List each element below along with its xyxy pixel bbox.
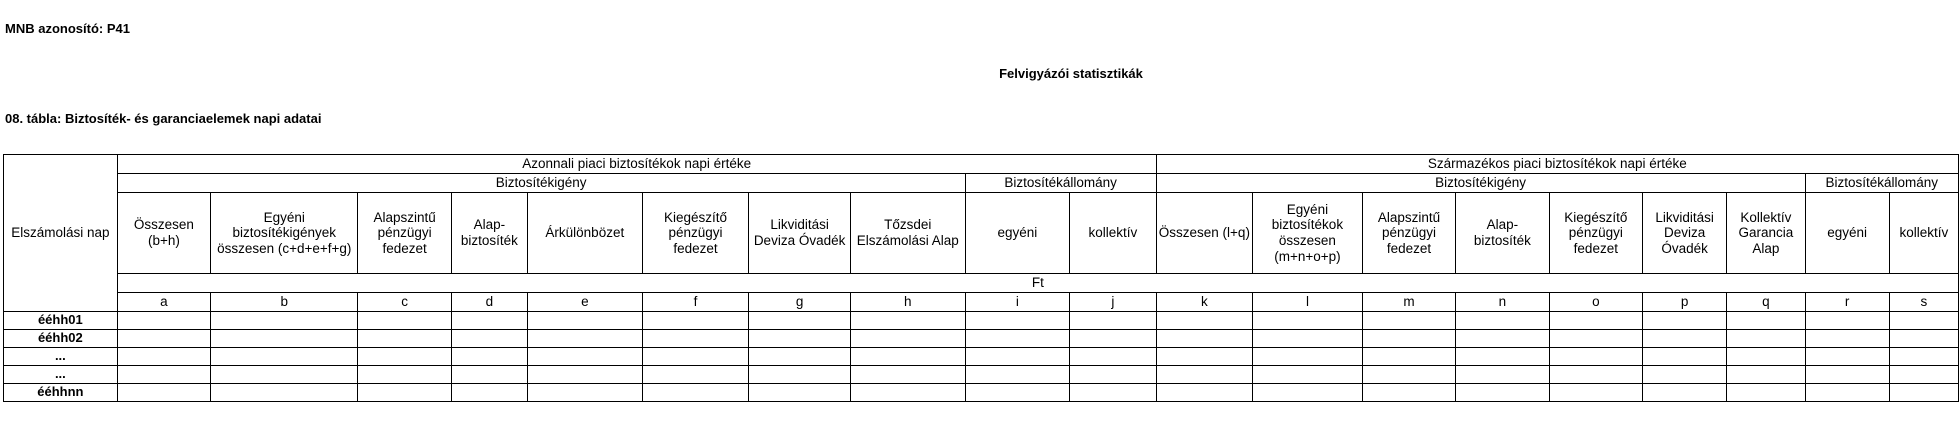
table-row bbox=[4, 366, 1959, 384]
data-cell-a[interactable] bbox=[117, 366, 210, 384]
data-cell-k[interactable] bbox=[1156, 348, 1252, 366]
data-cell-e[interactable] bbox=[527, 384, 642, 402]
column-header-b: Egyéni biztosítékigények összesen (c+d+e+f+g) bbox=[211, 193, 358, 274]
data-cell-f[interactable] bbox=[642, 330, 749, 348]
derivative-holdings-header: Biztosítékállomány bbox=[1805, 174, 1959, 193]
data-cell-o[interactable] bbox=[1549, 330, 1642, 348]
data-cell-j[interactable] bbox=[1070, 366, 1156, 384]
page-title: Felvigyázói statisztikák bbox=[999, 66, 1143, 81]
data-cell-m[interactable] bbox=[1362, 366, 1455, 384]
data-cell-b[interactable] bbox=[211, 330, 358, 348]
data-cell-o[interactable] bbox=[1549, 384, 1642, 402]
data-cell-p[interactable] bbox=[1643, 384, 1727, 402]
data-cell-p[interactable] bbox=[1643, 330, 1727, 348]
column-header-n: Alap-biztosíték bbox=[1456, 193, 1549, 274]
column-letter-h: h bbox=[850, 293, 965, 312]
row-date-label: ... bbox=[4, 348, 118, 366]
spot-collateral-group-header: Azonnali piaci biztosítékok napi értéke bbox=[117, 155, 1156, 174]
column-header-r: egyéni bbox=[1805, 193, 1889, 274]
data-cell-r[interactable] bbox=[1805, 348, 1889, 366]
data-cell-q[interactable] bbox=[1727, 330, 1805, 348]
data-cell-i[interactable] bbox=[965, 384, 1070, 402]
data-cell-o[interactable] bbox=[1549, 366, 1642, 384]
collateral-table-container bbox=[3, 154, 1959, 402]
data-cell-j[interactable] bbox=[1070, 348, 1156, 366]
spot-holdings-header: Biztosítékállomány bbox=[965, 174, 1156, 193]
data-cell-o[interactable] bbox=[1549, 312, 1642, 330]
data-cell-a[interactable] bbox=[117, 348, 210, 366]
row-date-label: ééhh02 bbox=[4, 330, 118, 348]
data-cell-h[interactable] bbox=[850, 366, 965, 384]
data-cell-n[interactable] bbox=[1456, 330, 1549, 348]
data-cell-f[interactable] bbox=[642, 348, 749, 366]
data-cell-r[interactable] bbox=[1805, 312, 1889, 330]
data-cell-n[interactable] bbox=[1456, 348, 1549, 366]
data-cell-k[interactable] bbox=[1156, 330, 1252, 348]
data-cell-c[interactable] bbox=[358, 384, 451, 402]
data-cell-e[interactable] bbox=[527, 330, 642, 348]
data-cell-k[interactable] bbox=[1156, 312, 1252, 330]
column-header-d: Alap-biztosíték bbox=[451, 193, 527, 274]
data-cell-l[interactable] bbox=[1253, 312, 1363, 330]
data-cell-f[interactable] bbox=[642, 366, 749, 384]
data-cell-d[interactable] bbox=[451, 330, 527, 348]
column-header-a: Összesen (b+h) bbox=[117, 193, 210, 274]
data-cell-c[interactable] bbox=[358, 312, 451, 330]
column-letter-d: d bbox=[451, 293, 527, 312]
column-header-f: Kiegészítő pénzügyi fedezet bbox=[642, 193, 749, 274]
data-cell-e[interactable] bbox=[527, 366, 642, 384]
data-cell-m[interactable] bbox=[1362, 384, 1455, 402]
data-cell-l[interactable] bbox=[1253, 330, 1363, 348]
column-letter-e: e bbox=[527, 293, 642, 312]
column-header-q: Kollektív Garancia Alap bbox=[1727, 193, 1805, 274]
data-cell-q[interactable] bbox=[1727, 366, 1805, 384]
data-cell-h[interactable] bbox=[850, 312, 965, 330]
column-letter-r: r bbox=[1805, 293, 1889, 312]
data-cell-n[interactable] bbox=[1456, 384, 1549, 402]
data-cell-b[interactable] bbox=[211, 384, 358, 402]
column-header-p: Likviditási Deviza Óvadék bbox=[1643, 193, 1727, 274]
data-cell-n[interactable] bbox=[1456, 312, 1549, 330]
data-cell-k[interactable] bbox=[1156, 366, 1252, 384]
column-letter-i: i bbox=[965, 293, 1070, 312]
data-cell-i[interactable] bbox=[965, 330, 1070, 348]
column-header-s: kollektív bbox=[1889, 193, 1958, 274]
derivative-collateral-group-header: Származékos piaci biztosítékok napi értéke bbox=[1156, 155, 1958, 174]
data-cell-o[interactable] bbox=[1549, 348, 1642, 366]
data-cell-b[interactable] bbox=[211, 366, 358, 384]
column-letter-o: o bbox=[1549, 293, 1642, 312]
data-cell-q[interactable] bbox=[1727, 312, 1805, 330]
data-cell-g[interactable] bbox=[749, 312, 851, 330]
column-letter-a: a bbox=[117, 293, 210, 312]
column-letter-g: g bbox=[749, 293, 851, 312]
data-cell-p[interactable] bbox=[1643, 312, 1727, 330]
derivative-requirement-header: Biztosítékigény bbox=[1156, 174, 1805, 193]
data-cell-r[interactable] bbox=[1805, 330, 1889, 348]
data-cell-g[interactable] bbox=[749, 366, 851, 384]
column-header-m: Alapszintű pénzügyi fedezet bbox=[1362, 193, 1455, 274]
unit-header: Ft bbox=[117, 274, 1958, 293]
data-cell-b[interactable] bbox=[211, 312, 358, 330]
row-date-label: ééhhnn bbox=[4, 384, 118, 402]
data-cell-d[interactable] bbox=[451, 348, 527, 366]
column-letter-p: p bbox=[1643, 293, 1727, 312]
mnb-identifier: MNB azonosító: P41 bbox=[5, 21, 130, 36]
data-cell-e[interactable] bbox=[527, 348, 642, 366]
data-cell-q[interactable] bbox=[1727, 384, 1805, 402]
table-row bbox=[4, 312, 1959, 330]
column-header-j: kollektív bbox=[1070, 193, 1156, 274]
column-header-e: Árkülönbözet bbox=[527, 193, 642, 274]
column-letter-j: j bbox=[1070, 293, 1156, 312]
column-letter-q: q bbox=[1727, 293, 1805, 312]
data-cell-j[interactable] bbox=[1070, 330, 1156, 348]
data-cell-g[interactable] bbox=[749, 348, 851, 366]
data-cell-d[interactable] bbox=[451, 384, 527, 402]
data-cell-n[interactable] bbox=[1456, 366, 1549, 384]
column-header-k: Összesen (l+q) bbox=[1156, 193, 1252, 274]
data-cell-s[interactable] bbox=[1889, 330, 1958, 348]
row-date-label: ééhh01 bbox=[4, 312, 118, 330]
data-cell-s[interactable] bbox=[1889, 366, 1958, 384]
data-cell-r[interactable] bbox=[1805, 384, 1889, 402]
data-cell-i[interactable] bbox=[965, 348, 1070, 366]
data-cell-a[interactable] bbox=[117, 330, 210, 348]
data-cell-c[interactable] bbox=[358, 330, 451, 348]
column-letter-l: l bbox=[1253, 293, 1363, 312]
data-cell-s[interactable] bbox=[1889, 348, 1958, 366]
data-cell-b[interactable] bbox=[211, 348, 358, 366]
column-letter-k: k bbox=[1156, 293, 1252, 312]
data-cell-i[interactable] bbox=[965, 366, 1070, 384]
data-cell-h[interactable] bbox=[850, 330, 965, 348]
settlement-day-header: Elszámolási nap bbox=[4, 155, 118, 312]
data-cell-l[interactable] bbox=[1253, 348, 1363, 366]
data-cell-p[interactable] bbox=[1643, 366, 1727, 384]
collateral-table bbox=[3, 154, 1959, 402]
data-cell-q[interactable] bbox=[1727, 348, 1805, 366]
column-header-i: egyéni bbox=[965, 193, 1070, 274]
column-header-c: Alapszintű pénzügyi fedezet bbox=[358, 193, 451, 274]
column-letter-n: n bbox=[1456, 293, 1549, 312]
column-letter-b: b bbox=[211, 293, 358, 312]
data-cell-m[interactable] bbox=[1362, 330, 1455, 348]
data-cell-e[interactable] bbox=[527, 312, 642, 330]
column-header-g: Likviditási Deviza Óvadék bbox=[749, 193, 851, 274]
data-cell-f[interactable] bbox=[642, 384, 749, 402]
data-cell-p[interactable] bbox=[1643, 348, 1727, 366]
data-cell-k[interactable] bbox=[1156, 384, 1252, 402]
table-row bbox=[4, 348, 1959, 366]
data-cell-a[interactable] bbox=[117, 384, 210, 402]
column-header-l: Egyéni biztosítékok összesen (m+n+o+p) bbox=[1253, 193, 1363, 274]
data-cell-c[interactable] bbox=[358, 348, 451, 366]
data-cell-l[interactable] bbox=[1253, 366, 1363, 384]
row-date-label: ... bbox=[4, 366, 118, 384]
data-cell-f[interactable] bbox=[642, 312, 749, 330]
table-row bbox=[4, 330, 1959, 348]
data-cell-l[interactable] bbox=[1253, 384, 1363, 402]
data-cell-m[interactable] bbox=[1362, 348, 1455, 366]
data-cell-a[interactable] bbox=[117, 312, 210, 330]
data-cell-h[interactable] bbox=[850, 384, 965, 402]
data-cell-d[interactable] bbox=[451, 366, 527, 384]
data-cell-m[interactable] bbox=[1362, 312, 1455, 330]
data-cell-s[interactable] bbox=[1889, 384, 1958, 402]
column-header-o: Kiegészítő pénzügyi fedezet bbox=[1549, 193, 1642, 274]
column-letter-m: m bbox=[1362, 293, 1455, 312]
data-cell-s[interactable] bbox=[1889, 312, 1958, 330]
data-cell-d[interactable] bbox=[451, 312, 527, 330]
data-cell-j[interactable] bbox=[1070, 384, 1156, 402]
column-letter-s: s bbox=[1889, 293, 1958, 312]
data-cell-c[interactable] bbox=[358, 366, 451, 384]
column-header-h: Tőzsdei Elszámolási Alap bbox=[850, 193, 965, 274]
data-cell-h[interactable] bbox=[850, 348, 965, 366]
data-cell-g[interactable] bbox=[749, 330, 851, 348]
data-cell-i[interactable] bbox=[965, 312, 1070, 330]
table-title: 08. tábla: Biztosíték- és garanciaelemek napi adatai bbox=[5, 111, 322, 126]
table-row bbox=[4, 384, 1959, 402]
column-letter-c: c bbox=[358, 293, 451, 312]
column-letter-f: f bbox=[642, 293, 749, 312]
spot-requirement-header: Biztosítékigény bbox=[117, 174, 965, 193]
data-cell-g[interactable] bbox=[749, 384, 851, 402]
data-cell-j[interactable] bbox=[1070, 312, 1156, 330]
data-cell-r[interactable] bbox=[1805, 366, 1889, 384]
